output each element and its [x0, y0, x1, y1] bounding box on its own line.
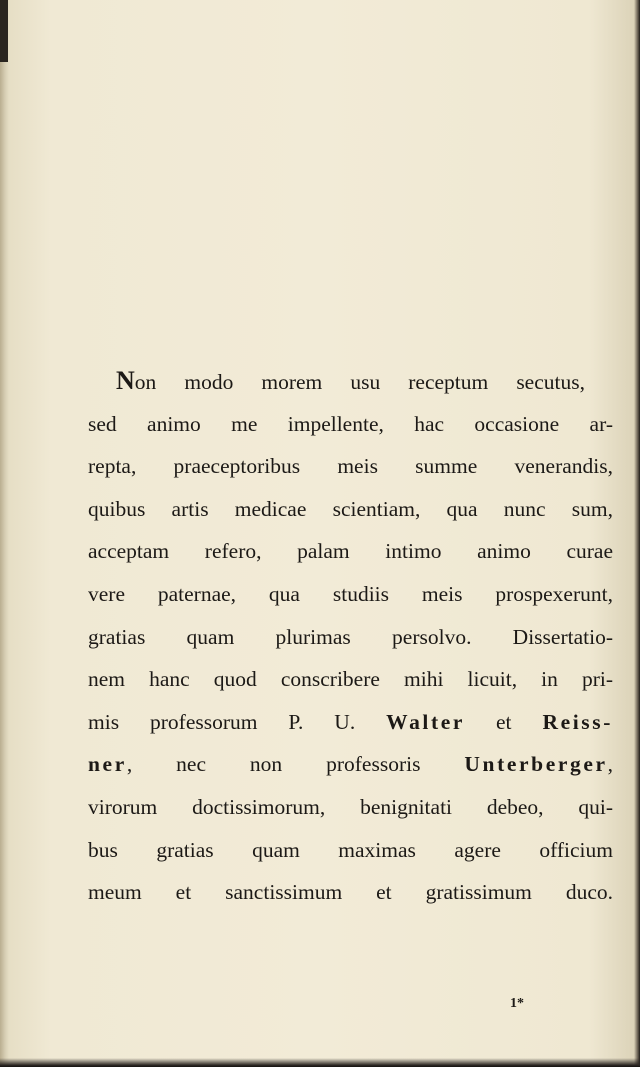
line-text: et	[465, 709, 543, 734]
text-line: quibus artis medicae scientiam, qua nunc sum,	[88, 496, 613, 521]
name-unterberger: Unterberger	[464, 752, 608, 777]
text-line: nem hanc quod conscribere mihi licuit, in pri-	[88, 667, 613, 692]
initial-letter: N	[116, 366, 135, 395]
text-line: gratias quam plurimas persolvo. Dissertatio-	[88, 624, 613, 649]
text-line	[88, 360, 585, 403]
line-text: ,	[607, 752, 613, 777]
name-reissner: Reiss-	[542, 709, 613, 734]
text-line	[88, 701, 613, 744]
text-line: meum et sanctissimum et gratissimum duco.	[88, 880, 613, 905]
text-line: repta, praeceptoribus meis summe venerandis,	[88, 454, 613, 479]
line-text: mis professorum P. U.	[88, 709, 387, 734]
text-line	[88, 743, 613, 786]
body-text	[88, 360, 618, 914]
page-bottom-edge	[0, 1058, 640, 1067]
page-left-edge	[0, 0, 9, 1067]
text-line: sed animo me impellente, hac occasione ar-	[88, 411, 613, 436]
page-right-edge	[634, 0, 640, 1067]
name-reissner-end: ner	[88, 752, 127, 777]
text-line: virorum doctissimorum, benignitati debeo, qui-	[88, 794, 613, 819]
binding-mark	[0, 0, 8, 62]
signature-mark: 1*	[510, 996, 524, 1011]
name-walter: Walter	[386, 709, 466, 734]
line-text: , nec non professoris	[126, 752, 465, 777]
text-line: acceptam refero, palam intimo animo curae	[88, 539, 613, 564]
line-text: on modo morem usu receptum secutus,	[134, 370, 585, 394]
text-line: vere paternae, qua studiis meis prospexerunt,	[88, 581, 613, 606]
text-line: bus gratias quam maximas agere officium	[88, 837, 613, 862]
bleed-through-shadow	[70, 55, 590, 325]
